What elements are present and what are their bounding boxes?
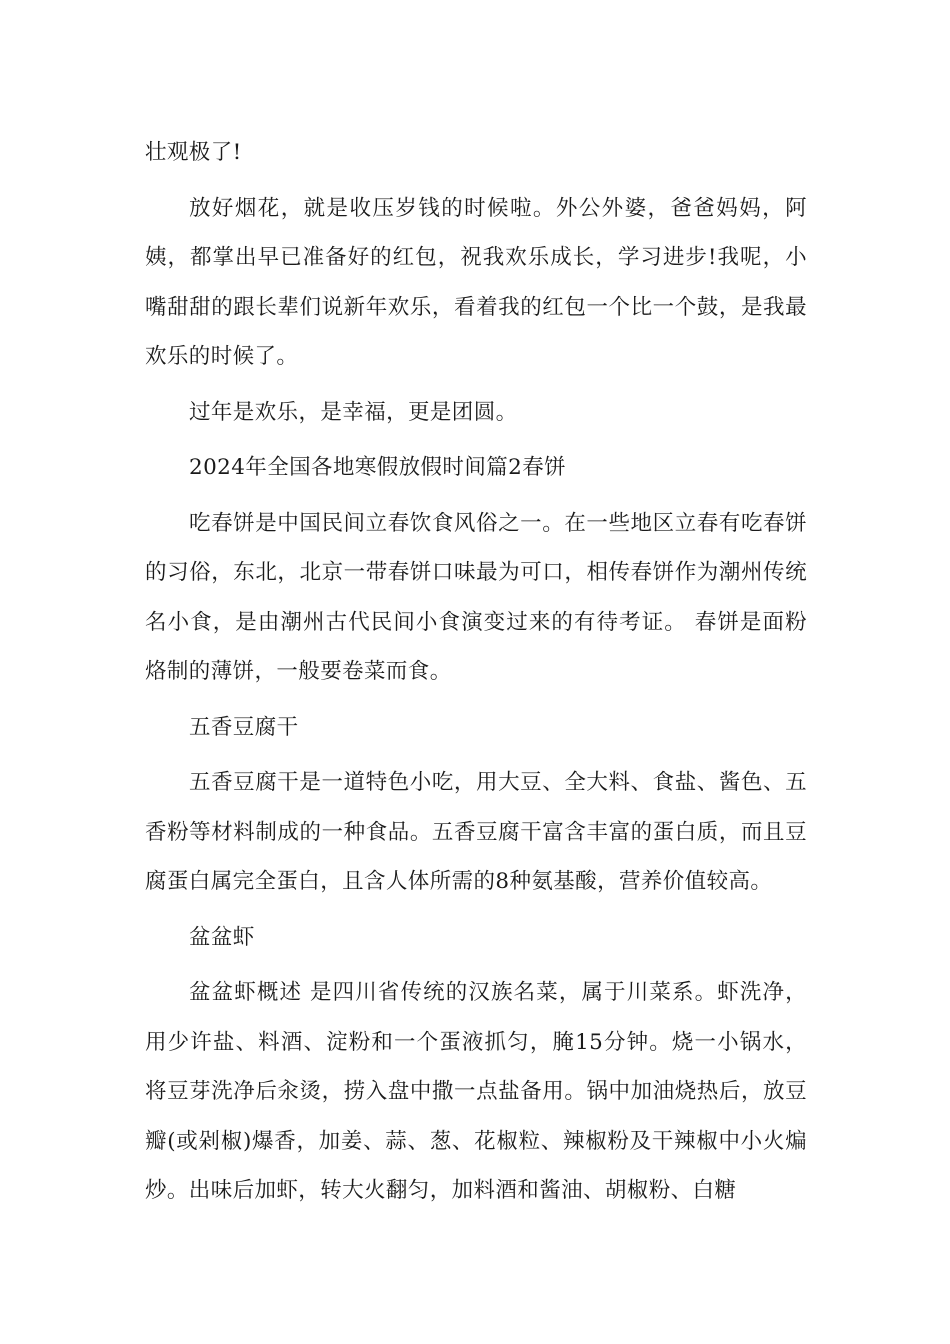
paragraph-spring-pancake: 吃春饼是中国民间立春饮食风俗之一。在一些地区立春有吃春饼的习俗，东北，北京一带春饼口味最为可口，相传春饼作为潮州传统名小食，是由潮州古代民间小食演变过来的有待考证。 春饼是面粉烙制的薄饼，一般要卷菜而食。 (145, 510, 807, 684)
section-heading-spring-pancake: 2024年全国各地寒假放假时间篇2春饼 (189, 455, 566, 480)
paragraph-new-year-summary: 过年是欢乐，是幸福，更是团圆。 (189, 399, 518, 425)
paragraph-continuation: 壮观极了! (145, 140, 242, 165)
document-body (145, 128, 807, 1216)
paragraph-basin-shrimp: 盆盆虾概述 是四川省传统的汉族名菜，属于川菜系。虾洗净，用少许盐、料酒、淀粉和一个蛋液抓匀，腌15分钟。烧一小锅水，将豆芽洗净后汆烫，捞入盘中撒一点盐备用。锅中加油烧热后，放豆瓣(或剁椒)爆香，加姜、蒜、葱、花椒粒、辣椒粉及干辣椒中小火煸炒。出味后加虾，转大火翻匀，加料酒和酱油、胡椒粉、白糖 (145, 980, 807, 1203)
paragraph-red-envelope: 放好烟花，就是收压岁钱的时候啦。外公外婆，爸爸妈妈，阿姨，都掌出早已准备好的红包，祝我欢乐成长，学习进步!我呢，小嘴甜甜的跟长辈们说新年欢乐，看着我的红包一个比一个鼓，是我最欢乐的时候了。 (145, 195, 807, 369)
heading-spiced-tofu: 五香豆腐干 (189, 714, 299, 740)
heading-basin-shrimp: 盆盆虾 (189, 924, 255, 950)
paragraph-spiced-tofu: 五香豆腐干是一道特色小吃，用大豆、全大料、食盐、酱色、五香粉等材料制成的一种食品。五香豆腐干富含丰富的蛋白质，而且豆腐蛋白属完全蛋白，且含人体所需的8种氨基酸，营养价值较高。 (145, 770, 807, 894)
